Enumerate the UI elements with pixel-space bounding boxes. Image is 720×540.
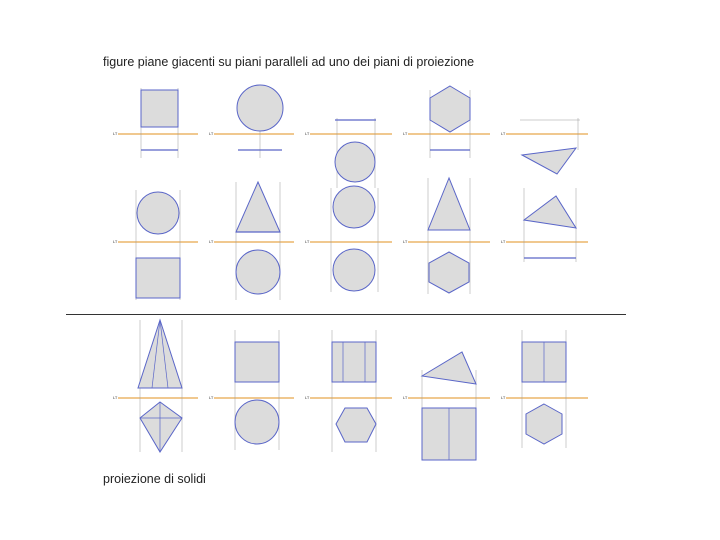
row3-solids (138, 320, 566, 460)
lt-label: LT (501, 395, 506, 400)
lt-label: LT (501, 131, 506, 136)
lt-label: LT (113, 131, 118, 136)
lt-label: LT (209, 239, 214, 244)
solid-inner-edges (140, 320, 544, 460)
lt-label: LT (403, 131, 408, 136)
lt-label: LT (209, 131, 214, 136)
lt-label: LT (403, 395, 408, 400)
section-title-solids: proiezione di solidi (103, 472, 206, 486)
lt-label: LT (113, 239, 118, 244)
row2-shapes (136, 178, 576, 298)
lt-label: LT (403, 239, 408, 244)
lt-label: LT (113, 395, 118, 400)
lt-label: LT (305, 239, 310, 244)
lt-label: LT (305, 395, 310, 400)
row2-edge-views (236, 232, 576, 258)
lt-label: LT (305, 131, 310, 136)
lt-label: LT (209, 395, 214, 400)
section-title-plane-figures: figure piane giacenti su piani paralleli ad uno dei piani di proiezione (103, 55, 475, 69)
lt-label: LT (501, 239, 506, 244)
